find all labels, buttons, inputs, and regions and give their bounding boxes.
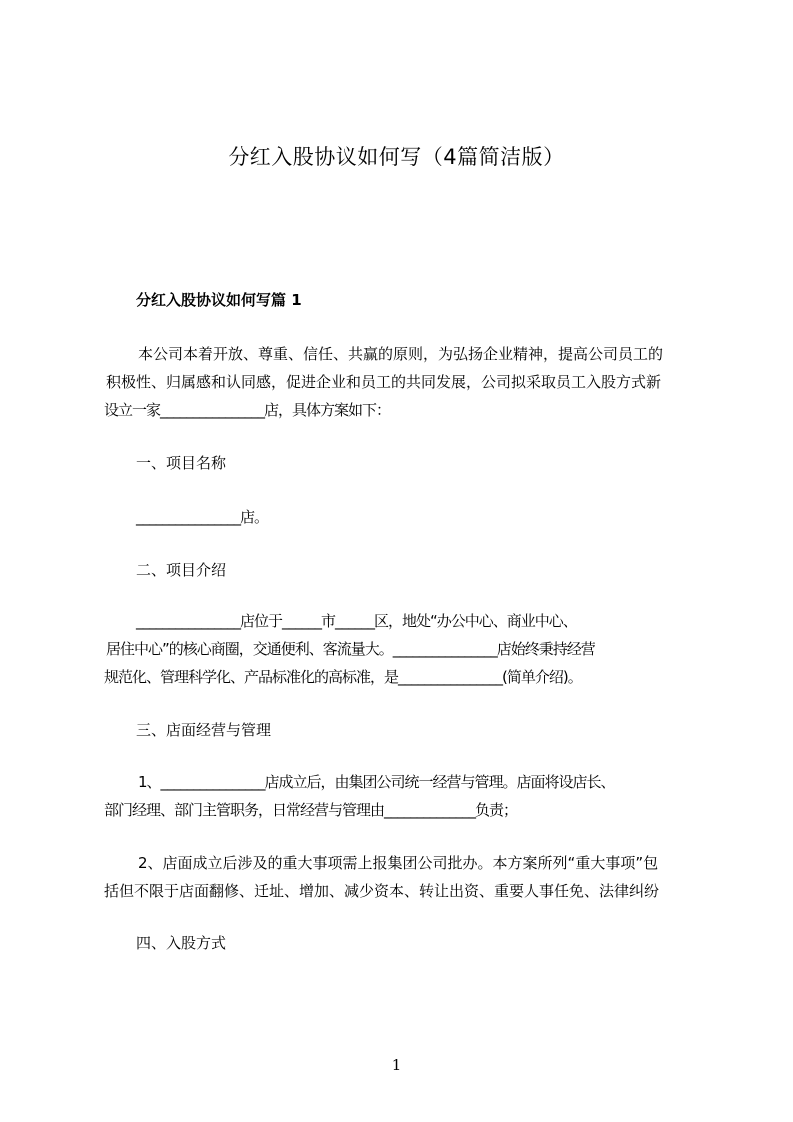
item4-heading: 四、入股方式: [136, 934, 227, 952]
item1-content: ________________店。: [136, 508, 269, 526]
item2-heading: 二、项目介绍: [136, 561, 227, 579]
item3-p2-line-1: 2、店面成立后涉及的重大事项需上报集团公司批办。本方案所列“重大事项”包: [138, 854, 659, 872]
intro-line-3: 设立一家________________店，具体方案如下：: [104, 401, 391, 419]
item1-heading: 一、项目名称: [136, 454, 227, 472]
intro-line-2: 积极性、归属感和认同感，促进企业和员工的共同发展，公司拟采取员工入股方式新: [106, 373, 662, 391]
item3-p1-line-1: 1、________________店成立后，由集团公司统一经营与管理。店面将设店长、: [138, 773, 615, 791]
document-title: 分红入股协议如何写（4篇简洁版）: [228, 145, 565, 169]
item2-line-1: ________________店位于______市______区，地处“办公中心、商业中心、: [136, 612, 577, 630]
item3-p1-line-2: 部门经理、部门主管职务，日常经营与管理由______________负责；: [104, 801, 518, 819]
intro-line-1: 本公司本着开放、尊重、信任、共赢的原则，为弘扬企业精神，提高公司员工的: [138, 345, 664, 363]
section-heading: 分红入股协议如何写篇 1: [136, 291, 302, 309]
item2-line-2: 居住中心”的核心商圈，交通便利、客流量大。________________店始终秉持经营: [106, 640, 595, 658]
page-number: 1: [391, 1056, 402, 1074]
item2-line-3: 规范化、管理科学化、产品标准化的高标准，是________________(简单介绍)。: [104, 668, 582, 686]
item3-p2-line-2: 括但不限于店面翻修、迁址、增加、减少资本、转让出资、重要人事任免、法律纠纷: [104, 882, 660, 900]
item3-heading: 三、店面经营与管理: [136, 721, 272, 739]
